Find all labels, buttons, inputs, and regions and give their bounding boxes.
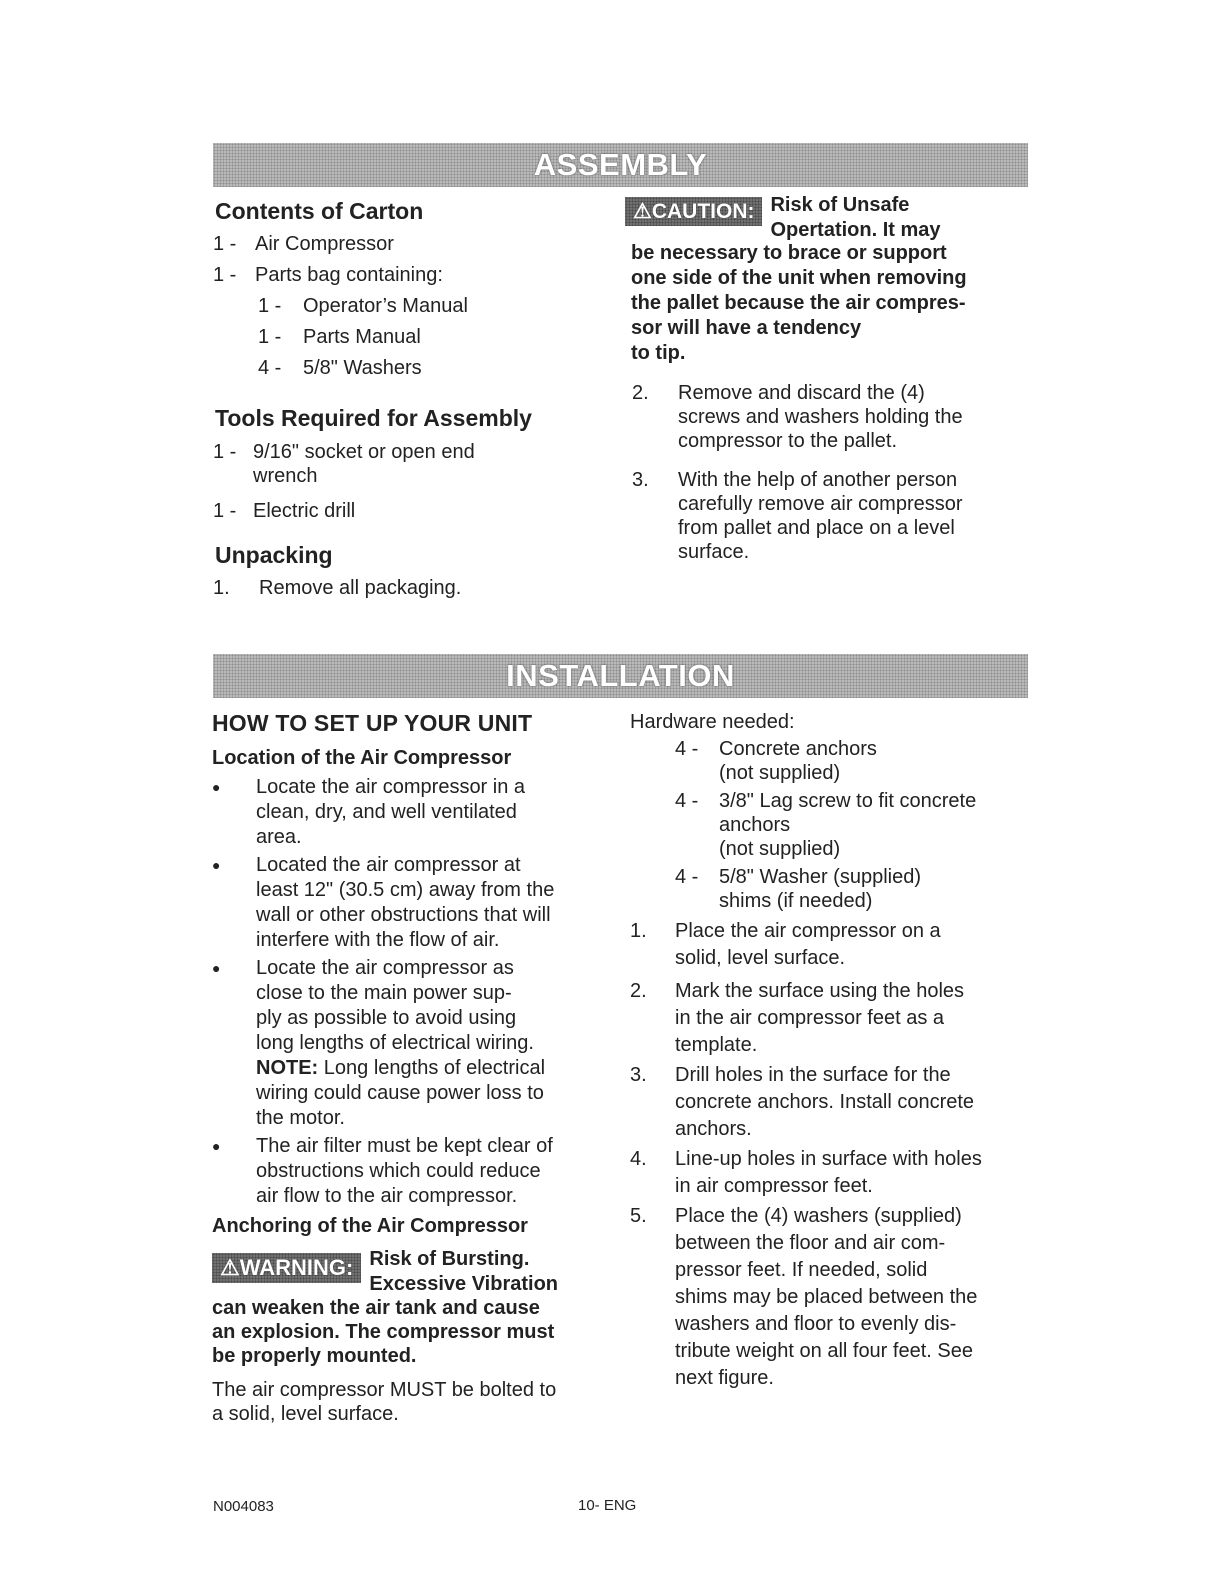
assembly-title: ASSEMBLY [533,147,708,182]
list-item: 1 - Parts bag containing: [213,264,443,286]
page-number: 10- ENG [578,1497,637,1514]
list-item: 4 - 5/8" Washers [258,357,422,379]
list-item: 1. Place the air compressor on a solid, level surface. [630,920,941,969]
installation-steps [630,918,1030,1392]
list-item: 3. With the help of another person carefully remove air compressor from pallet and place on a level surface. [632,469,963,563]
location-heading: Location of the Air Compressor [212,747,512,769]
list-item: ● Located the air compressor at least 12" (30.5 cm) away from the wall or other obstructions that will interfere with the flow of air. [212,854,555,951]
list-item: ● Locate the air compressor as close to the main power sup- ply as possible to avoid using long lengths of electrical wiring. NOTE: Long lengths of electrical wiring could cause power loss to the motor. [212,957,546,1129]
list-item: 2. Mark the surface using the holes in the air compressor feet as a template. [630,980,965,1056]
caution-block: ⚠CAUTION: Risk of Unsafe Opertation. It may be necessary to brace or support one side of the unit when removing the pallet because the air compres- sor will have a tendency to tip. [625,193,1025,366]
installation-banner [213,654,1028,698]
setup-heading: HOW TO SET UP YOUR UNIT [212,710,533,736]
note-label: NOTE: [256,1057,319,1079]
unpacking-heading: Unpacking [215,542,333,568]
tools-list [213,440,593,523]
location-bullets [212,775,612,1209]
assembly-banner [213,143,1028,187]
contents-heading: Contents of Carton [215,198,424,224]
list-item: 4 - Concrete anchors (not supplied) [675,738,877,784]
list-item: 4 - 3/8" Lag screw to fit concrete anchors (not supplied) [675,790,977,860]
unpacking-step-1: 1. Remove all packaging. [213,577,462,599]
list-item: 1 - 9/16" socket or open end wrench [213,441,475,487]
list-item: ● The air filter must be kept clear of obstructions which could reduce air flow to the air compressor. [212,1135,553,1207]
tools-heading: Tools Required for Assembly [215,405,532,431]
anchoring-body: The air compressor MUST be bolted to a solid, level surface. [212,1379,557,1425]
list-item: 3. Drill holes in the surface for the concrete anchors. Install concrete anchors. [630,1064,975,1140]
caution-text: be necessary to brace or support one side of the unit when removing the pallet because the air compres- sor will have a tendency to tip. [631,242,967,364]
anchoring-heading: Anchoring of the Air Compressor [212,1215,528,1237]
contents-list [213,232,593,380]
document-code: N004083 [213,1498,274,1515]
list-item: 1 - Parts Manual [258,326,421,348]
list-item: 4 - 5/8" Washer (supplied) shims (if needed) [675,866,922,912]
caution-badge: ⚠CAUTION: [625,197,762,226]
installation-title: INSTALLATION [506,658,735,693]
list-item: 1 - Operator’s Manual [258,295,468,317]
warning-badge: ⚠WARNING: [212,1253,361,1283]
hardware-heading: Hardware needed: [630,711,795,733]
list-item: 1 - Air Compressor [213,233,394,255]
list-item: ● Locate the air compressor in a clean, dry, and well ventilated area. [212,776,526,848]
hardware-list [675,737,1035,913]
assembly-steps [632,381,1022,564]
list-item: 2. Remove and discard the (4) screws and washers holding the compressor to the pallet. [632,382,963,452]
warning-text: can weaken the air tank and cause an explosion. The compressor must be properly mounted. [212,1297,555,1367]
list-item: 4. Line-up holes in surface with holes in air compressor feet. [630,1148,982,1197]
warning-block: ⚠WARNING: Risk of Bursting. Excessive Vibration can weaken the air tank and cause an explosion. The compressor must be properly mounted. [212,1247,612,1368]
list-item: 1 - Electric drill [213,500,356,522]
list-item: 5. Place the (4) washers (supplied) between the floor and air com- pressor feet. If needed, solid shims may be placed between the washers and floor to evenly dis- tribute weight on all four feet. See next figure. [630,1205,978,1389]
